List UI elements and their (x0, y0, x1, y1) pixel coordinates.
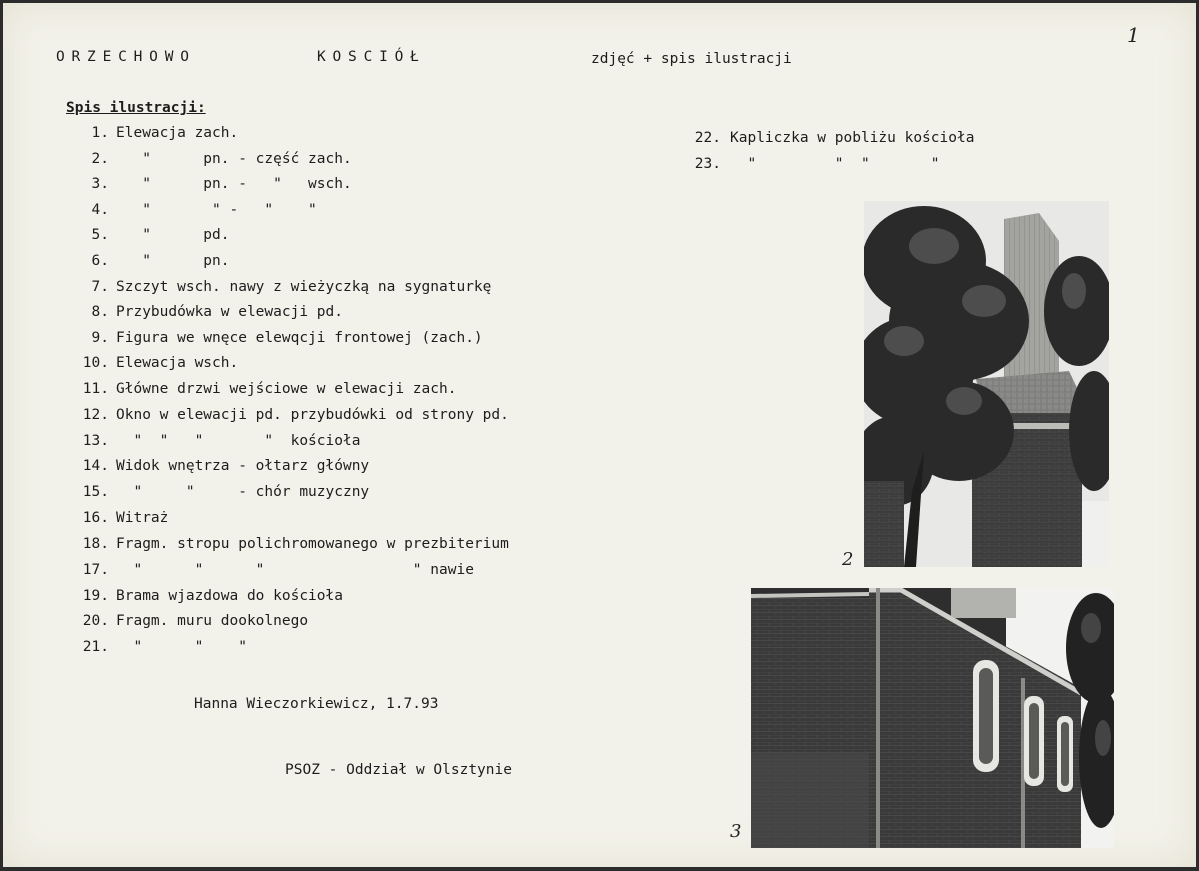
header-object: KOSCIÓŁ (317, 49, 426, 65)
list-item-text: Okno w elewacji pd. przybudówki od strony pd. (116, 407, 509, 423)
document-page (3, 3, 1196, 867)
list-item-text: Elewacja wsch. (116, 355, 239, 371)
list-item-text: " pn. (116, 253, 230, 269)
list-item-text: Główne drzwi wejściowe w elewacji zach. (116, 381, 457, 397)
photo-church-north-elevation (864, 201, 1109, 567)
list-heading: Spis ilustracji: (66, 100, 206, 116)
list-item-text: Fragm. muru dookolnego (116, 613, 309, 629)
list-item-text: Szczyt wsch. nawy z wieżyczką na sygnaturkę (116, 279, 492, 295)
list-item-number: 15. (82, 484, 109, 500)
author-line: Hanna Wieczorkiewicz, 1.7.93 (194, 696, 439, 712)
list-item-number: 16. (82, 510, 109, 526)
list-item-number: 9. (91, 330, 109, 346)
photo-label-3: 3 (730, 821, 742, 842)
list-item-number: 19. (82, 588, 109, 604)
list-item-text: " " " " (730, 156, 940, 172)
list-item-text: Elewacja zach. (116, 125, 239, 141)
list-item-number: 18. (82, 536, 109, 552)
list-item-number: 11. (82, 381, 109, 397)
list-item-text: " " " (116, 639, 247, 655)
list-item-number: 13. (82, 433, 109, 449)
list-item-text: Kapliczka w pobliżu kościoła (730, 130, 975, 146)
list-item-number: 6. (91, 253, 109, 269)
list-item-number: 8. (91, 304, 109, 320)
page-number: 1 (1127, 23, 1140, 47)
list-item-number: 10. (82, 355, 109, 371)
list-item-text: " " " " nawie (116, 562, 474, 578)
list-item-number: 2. (91, 151, 109, 167)
list-item-number: 22. (694, 130, 721, 146)
list-item-number: 20. (82, 613, 109, 629)
list-item-text: Przybudówka w elewacji pd. (116, 304, 343, 320)
list-item-text: Witraż (116, 510, 169, 526)
list-item-text: " pd. (116, 227, 230, 243)
list-item-number: 14. (82, 458, 109, 474)
list-item-number: 23. (694, 156, 721, 172)
photo-label-2: 2 (842, 549, 854, 570)
list-item-text: " " - " " (116, 202, 317, 218)
header-place: ORZECHOWO (56, 49, 196, 65)
list-item-text: " " - chór muzyczny (116, 484, 370, 500)
list-item-number: 7. (91, 279, 109, 295)
list-item-number: 12. (82, 407, 109, 423)
list-item-number: 4. (91, 202, 109, 218)
list-item-number: 17. (82, 562, 109, 578)
list-item-text: Fragm. stropu polichromowanego w prezbiterium (116, 536, 509, 552)
list-item-text: Brama wjazdowa do kościoła (116, 588, 343, 604)
list-item-number: 3. (91, 176, 109, 192)
list-item-number: 5. (91, 227, 109, 243)
list-item-number: 21. (82, 639, 109, 655)
list-item-text: Figura we wnęce elewqcji frontowej (zach.) (116, 330, 483, 346)
institution-line: PSOZ - Oddział w Olsztynie (285, 762, 512, 778)
list-item-text: " pn. - " wsch. (116, 176, 352, 192)
list-item-text: Widok wnętrza - ołtarz główny (116, 458, 370, 474)
list-item-text: " pn. - część zach. (116, 151, 352, 167)
list-item-number: 1. (91, 125, 109, 141)
list-item-text: " " " " kościoła (116, 433, 361, 449)
photo-church-south-elevation (751, 588, 1114, 848)
header-subtitle: zdjęć + spis ilustracji (591, 51, 792, 67)
